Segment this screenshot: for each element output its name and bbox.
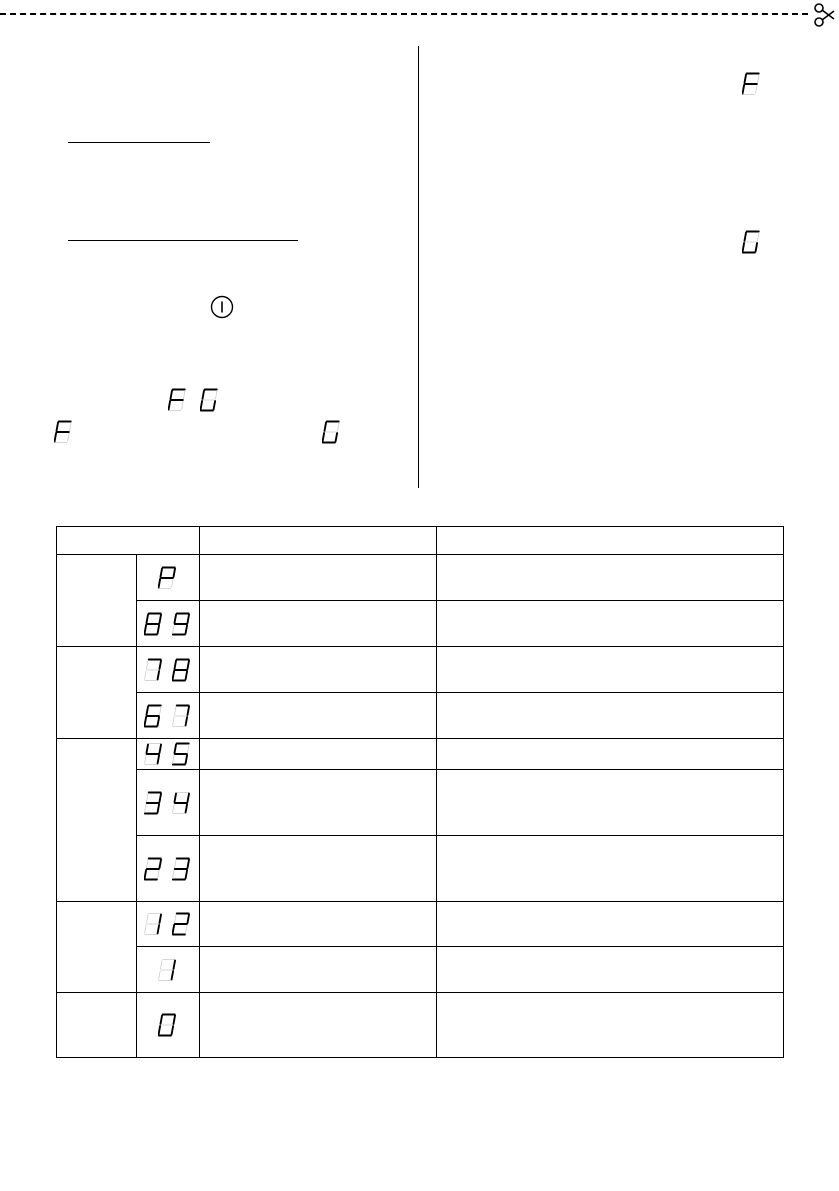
heat-setting-display-icon [144,861,192,875]
table-header-cell [437,527,784,555]
heat-settings-table [56,526,784,1058]
display-symbol-g-icon [322,420,342,444]
description-cell [200,993,437,1058]
table-row [57,647,784,693]
heat-setting-display-icon [158,962,178,976]
cut-line [0,13,808,15]
group-cell [57,902,137,993]
display-cell [137,993,200,1058]
display-cell [137,770,200,836]
display-cell [137,902,200,947]
display-cell [137,693,200,739]
table-row [57,993,784,1058]
description-cell [437,836,784,902]
description-cell [200,601,437,647]
group-cell [57,739,137,902]
power-on-off-icon [210,295,234,319]
table-header-cell [200,527,437,555]
table-row [57,902,784,947]
table-row [57,693,784,739]
group-cell [57,647,137,739]
heading-underline [68,142,210,143]
heading-underline [68,240,298,241]
description-cell [437,693,784,739]
description-cell [200,902,437,947]
description-cell [437,902,784,947]
description-cell [437,601,784,647]
table-row [57,836,784,902]
scissors-icon [813,2,835,28]
display-cell [137,739,200,770]
description-cell [437,647,784,693]
description-cell [200,555,437,601]
column-divider [418,46,419,488]
heat-setting-display-icon [144,746,192,760]
description-cell [200,693,437,739]
table-row [57,739,784,770]
table-header-row [57,527,784,555]
display-symbol-f-icon [742,72,762,96]
display-symbol-f-icon [168,388,188,412]
description-cell [200,836,437,902]
description-cell [437,555,784,601]
description-cell [437,993,784,1058]
table-row [57,555,784,601]
heat-setting-display-icon [144,795,192,809]
description-cell [437,947,784,993]
table-row [57,947,784,993]
display-cell [137,836,200,902]
group-cell [57,993,137,1058]
display-cell [137,601,200,647]
description-cell [200,739,437,770]
table-header-cell [57,527,200,555]
description-cell [200,647,437,693]
display-symbol-g-icon [742,230,762,254]
heat-setting-display-icon [144,708,192,722]
display-symbol-f-icon [54,420,74,444]
heat-setting-display-icon [144,616,192,630]
table-row [57,770,784,836]
table-row [57,601,784,647]
display-cell [137,947,200,993]
display-symbol-g-icon [200,388,220,412]
description-cell [200,947,437,993]
description-cell [437,770,784,836]
display-cell [137,555,200,601]
heat-setting-display-icon [158,1017,178,1031]
description-cell [200,770,437,836]
heat-setting-display-icon [158,570,178,584]
heat-setting-display-icon [144,916,192,930]
description-cell [437,739,784,770]
heat-setting-display-icon [144,662,192,676]
group-cell [57,555,137,647]
display-cell [137,647,200,693]
